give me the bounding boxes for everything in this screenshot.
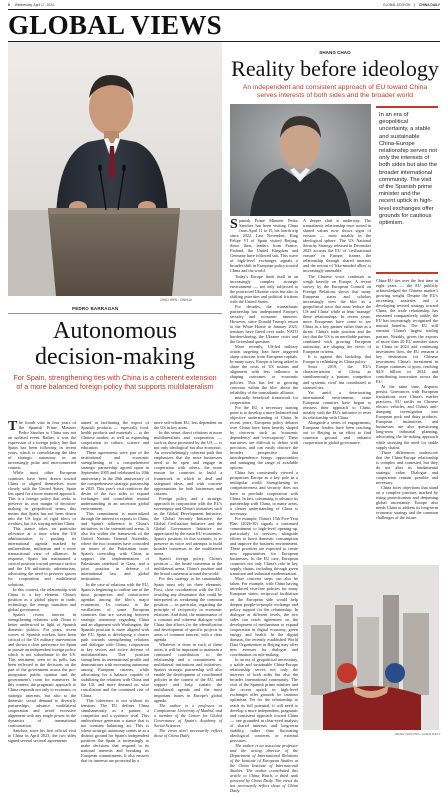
story1-col2-para: aimed at facilitating the export of Spanish products — especially food, health products and materials — to the Chinese market, as well as expanding cooperation in culture, science and education. [81,420,149,451]
pullquote-rule-top [376,106,438,108]
story1-col2-para: In the case of relations with the EU, Spain is beginning to outline one of the most prosperous and constructive agendas among the bloc's major economies. In contrast to the vacillations of some European countries that are wavering between strategic autonomy regarding China and an alignment with Washington, the Spanish position is more aligned with the EU. Spain is developing a clearer path towards strengthening relations and dialogue with China, cooperation in key sectors and active defense of multilateralism. This position strengthens its international profile and demonstrates with increasing autonomy among European citizens, while advocating for a balance capable of stabilizing the relations with China and the US, and more demand on wise conciliation and the continued rise of China. [81,581,149,698]
story1-disclaimer: The views don't necessarily reflect those of China Daily. [154,727,222,738]
story2-colc-para: At the same time, disputes persist. Grievances with European frustrations over China's market practices, EU tariffs on Chinese electric vehicles, and China's anti-dumping investigation into European pork and dairy products. European institutions and businesses are also questioning long-term industrial planning, advocating the de-risking approach while stressing the need for stable supply chains. [376,383,438,450]
story1-byline-rule [8,313,222,314]
story1-col3-para: In this sense, direct relations at more multilateralism and cooperation — such as those promoted by the US — is not only ideological but also economic. An overwhelmingly coherent path that emphasizes that the more businesses need to be open and engage in cooperation with others, the more reason for countries to build a framework in which to deal and safeguard ideas, and with concrete opportunities for both businesses and citizens. [154,430,222,496]
story1-col1-para: This stance takes on particular relevance at a time when the US administration is pushing its international agenda marked by unilateralism, militarism and a more transactional view of alliances. In response, Spain has maintained a critical position toward pressure tactics and the US militaristic adventurism, advocating the need to preserve spaces for cooperation and multilateral solutions. [8,525,76,587]
story1-byline: PEDRO BARRAGAN [72,306,119,311]
pullquote-rule-bottom [376,272,438,274]
story2-colb-para: Since 2019, the EU's characterization of China as simultaneously a 'partner, competitor and systemic rival' has contributed to strained ties. [303,364,371,390]
story2-photo-credit: WANG XIAOYING / CHINA DAILY [395,732,441,736]
story2-cold-para: China has consistently viewed a prosperous Europe as a key pole in a multipolar world. Strengthening its competitiveness and security does not have to preclude cooperation with China. In fact, continuing to advance its partnership with China, in many areas, a clearer understanding of China is necessary. [230,470,298,516]
date-line: Wednesday, April 17, 2024 [14,3,54,7]
story2-deck: An independent and consistent approach of EU toward China serves interests of both sides and the broader world [242,84,428,100]
story2-byline: SHANG CHAO [319,50,351,55]
story2-column-c [376,278,438,562]
story2-colb-para: Alongside a series of engagements, European leaders have been reaching out to Beijing in an effort to find common ground and enhance cooperation in global governance. [303,419,371,446]
story2-author-note: The author is an associate professor and the acting director of the Department of International Relations of the Institute of European Studies at the China Institute of International Studies. The author contributed this article to China Watch, a think tank powered by China Daily. The views do not necessarily reflect those of China Daily. [230,742,298,793]
pull-quote: In an era of geopolitical uncertainty, a stable and sustainable China-Europe relationship serves not only the interests of both sides but also the broader international community. The visit of the Spanish prime minister and the recent uptick in high-level exchanges offer grounds for cautious optimism. [379,112,438,227]
story1-col1-para: In this context, the relationship with China is a key element. China's position as a global player in trade, technology, the energy transition and global governance. [8,586,76,612]
story1-col3-para: more self-reliant EU, less dependent on the US in key areas. [154,420,222,431]
story1-col2-para: This commitment is materialized through the interest in exports to China, and Spain's adherence to China's initiatives in the international arena. It also fits within the framework of the United Nations General Assembly, where the two countries have coincided on issues of the Palestinian issue. Spain's coinciding with China to support the implementation of Palestinian statehood in Gaza, and a joint position in defense of international law and global institutions. [81,510,149,582]
story1-column-2 [81,420,149,764]
speaker-illustration [8,42,222,296]
story1-col1-para: While most other European countries have been drawn toward China or aligned themselves more closely with the United States, Spain has opted for a more nuanced approach. This is a foreign policy that seeks to preserve its own margin of decision-making in geopolitical terms; this means that Spain has not been drawn into the US logic of rigid blocs or rivalries, but it is staying neither China. [8,470,76,526]
story2-illustration [303,565,439,730]
story1-col3-para: Whatever is done in each of these areas, it will be important to maintain a continued contribution to the relationship and a commitment to multilateral institutions and initiatives. Spain's strategic partnership will also enable the development of coordinated policies in the context of the EU, and support and help sustain the multilateral agenda and the most important issues in Europe's global agenda. [154,642,222,703]
story2-column-b [303,218,371,562]
story1-deck: For Spain, strengthening ties with China is a coherent extension of a more balanced foreign policy that supports multilateralism [13,373,217,391]
portrait-illustration [230,104,371,216]
story2-cola-para: More recently, US-led military action targeting Iran have triggered sharp criticism from European capitals. In many ways, Europe is being asked to share the costs of US actions and alignment with less influence in shaping outcomes or economic policies. This has led to growing concerns within the bloc about the reliability of the transatlantic alliance. [230,344,298,395]
story1-col1-para: Sanchez, since his first official visit to China in April 2023, the two sides signed several sectoral agreements [8,727,76,743]
story1-col3-para: Spain's foreign policy, China's position — the broad consensus in the multilateral arena, China's position and the broad consensus around the world. [154,556,222,577]
story2-colb-para: A deeper shift is underway. The transatlantic relationship once rooted in shared values now shows signs of erosion — most notably in the ideological sphere. The US National Security Strategy released in December 2025 accuses the EU of 'civilizational erasure' in Europe, frames the relationship through shared interests and the notion of 'like-minded allies' is increasingly untenable. [303,218,371,274]
story1-column-3 [154,420,222,738]
story2-colc-para: China faces objections that stand on a complex juncture, marked by rising protectionism and deepening global uncertainty. Europe also needs China to address its long-term economic strategy and the common challenges of the future. [376,484,438,521]
story2-colb-para: The Chinese voice continues to weigh heavily on Europe. A recent survey by the European Council on Foreign Relations shows that many European states and scholars increasingly view the bloc as a geopolitical actor that must 'reduce the US and China' while at least 'manage' these relationships. In recent years, more Europeans have come to see China as a key partner rather than as a threat. China's trade position and the fact that the US is an unreliable partner, combined with growing European autonomy, are shaping the views of European citizens. [303,273,371,355]
story1-col1-para: The fourth visit in four years of the Spanish Prime Minister Pedro Sanchez to China was not an isolated event. Rather, it was the expression of a foreign policy line that Spain has been following in recent years, which is consolidating the idea of strategic autonomy in an increasingly polar and interconnected context. [8,419,76,471]
story2-colb-para: Yet amid a deteriorating international environment, some European countries have begun to reassess their approach to China, notably with the EU's initiative to reset its relationship with China. [303,389,371,420]
story2-column-a [230,217,298,793]
page-number: 8 [8,3,10,7]
story1-col2-para: These agreements were part of the institutional and economic strengthening of a comprehensive strategic partnership agreed upon in September 2005 and celebrated its 20th anniversary in the 20th anniversary of the comprehensive strategic partnership in 2025. This year's visit reinforces the desire of the two sides to expand exchanges and consolidate mutual understanding in an uncertain global environment. [81,450,149,511]
story1-col3-para: Foreign policy and a strategic approach in conjunction with the EU's sovereignty and China's initiatives such as the Global Development Initiative, the Global Security Initiative, the Global Civilization Initiative and the Global Governance Initiative are appreciated by the main EU economies. Spain's position, in this scenario, is to preserve its voice and attempts to build broader consensus in the multilateral arena. [154,495,222,557]
story2-photo [230,104,371,216]
story2-cold-para: For the EU, a necessary starting point is to develop a more balanced and objective understanding of China. In recent years, European policy debates over China have been heavily shaped by concerns such as 'economic dependency' and 'overcapacity'. These narratives are difficult to define with precision, and can easily obscure the broader perspective that interdependence brings opportunities and managing the range of available options. [230,404,298,471]
story1-col3-para: For this strategy to be sustainable, Spain must rely on three elements. First, close coordination with the EU, avoiding any dissonance that could be interpreted as weakening the common position — in particular, regarding the principle of reciprocity in economic relations. And third, the maintenance of a constant and coherent dialogue with China that allows for the identification and development of specific projects in areas of common interest, with a clear agenda. [154,576,222,643]
edition-label: GLOBAL EDITION [383,3,411,7]
masthead-strip [8,2,440,9]
story2-colc-para: China-EU ties over the first time in eight years — the EU publicly acknowledged the Chinese market's growing weight. Despite the EU's increasing anxieties and a developing revised strategy toward China, the trade relationship has remained comparatively stable, the EU has increasingly recognized the mutual benefits. The EU still remains China's largest trading partner. Notably, given the exports of more than 20 EU member states to China in 2024 and continuing investment flow, the EU remains a key destination for Chinese investment. China's investment in Europe continues to grow, reaching $4.8 billion in 2024 and contributing innovation across the EU. [376,278,438,384]
story2-cold-para: For example, China's 15th Five-Year Plan (2026-30) signals a continued commitment to high-level opening-up, particularly in services, alongside efforts to boost domestic consumption and improve the business environment. These priorities are expected to create new opportunities for European businesses. In the EU case, European countries not only China's role in key supply chains, including through green transition and industrial modernization. [230,515,298,577]
story2-colb-para: It is against this backdrop that Europe is rethinking its China policy. [303,354,371,365]
story1-photo-credit: ZHAO WEN / XINHUA [160,298,192,302]
story1-col1-para: Spain's recent interest in strengthening relations with China is better understood in light of Spanish domestic politics. For years, recent waves of Spanish workers have been critical of the US military intervention and shown a clear preference for Spain to pursue an independent foreign policy which is not subordinate to the US. This sentiment, seen in its polls, has been reflected in the decisions on the part of the government across the pro-integration public opinion and the government's room for maneuver. In this context, the pragmatic approach to China responds not only to economic or strategic interests, but also to the domestic social demand to diversify partnerships, advance multilateral cooperation and avoid excessive alignment with any single power in the dynamics of international confrontation. [8,611,76,728]
story1-col2-para: This coherence is not without its tensions. The EU defines China simultaneously as a partner, a competitor and a systemic rival. This ambivalence generates a stance that is not constant balancing act. This is where strategic autonomy comes in as a distinct ground for Spain's independent position: the Spain is increasingly to make decisions that respond to its national interests and breaking its European commitments. It also ensures that its interests are protected by a [81,697,149,764]
story1-column-1 [8,419,76,743]
story2-cold-para: In an era of geopolitical uncertainty, a stable and sustainable China-Europe relationship serves not only the interests of both sides but also the broader international community. The visit of the Spanish prime minister and the recent uptick in high-level exchanges offer grounds for cautious optimism. Yet for the relationship to reach its full potential, it will need to develop a more independent, pragmatic and consistent approach toward China — one grounded in clear-eyed analysis of shared interests and long-term stability, rather than fluctuating ideological concerns or external pressures. [230,657,298,743]
story1-photo [8,42,222,296]
handshake-illustration [303,565,439,730]
story2-cola-para: Today's Europe finds itself in an increasingly complex strategic environment — not only subjected to the protracted Ukraine crisis but also to shifting priorities and political frictions with the United States. [230,273,298,304]
story2-cold-para: mutually beneficial framework for cooperation. [230,394,298,405]
story2-cola-para: Spanish Prime Minister Pedro Sanchez has been visiting China from April 11 to 15, his fourth trip since 2022. Last November, King Felipe VI of Spain visited Beijing. Since then, leaders from France, Finland, the United Kingdom and Germany have followed suit. This wave of high-level exchanges signals a broader shift in European policy toward China and the world. [230,217,298,274]
story2-cola-para: For decades, the transatlantic partnership has underpinned Europe's security and economic interests. However, since Donald Trump's return to the White House in January 2025, tensions have flared over trade, NATO burden-sharing, the Ukraine crisis and the Greenland question. [230,303,298,345]
section-title: GLOBAL VIEWS [8,10,222,40]
story1-headline: Autonomous decision-making [35,318,195,370]
masthead-right: GLOBAL EDITION | CHINA DAILY [383,3,440,7]
story2-colc-para: These differences underscore that the China-Europe relationship is complex and contested, but they do not alter its fundamental strategic value. Dialogue and cooperation remain possible and necessary. [376,449,438,485]
story2-headline: Reality before ideology [231,56,439,81]
story2-cold-para: More concrete steps can also be taken. For example, with China having introduced visa-free policies for many European states, reciprocal facilitation on the European side would help deepen people-to-people exchange and policy support for the relationship. In dialogue at different levels, the two sides can reach agreement on the development of mechanisms to expand cooperation in digital economy, green energy and health. In the digital domain, the recently established World Data Organization in Beijing may offer new avenues for dialogue and coordination on rule-making. [230,576,298,658]
story1-author-note: The author is a professor at Complutense University of Madrid, and a member of the Center for Global Governance of Spain's Academy of Social Sciences. [154,702,222,728]
publication-name: CHINA DAILY [419,3,440,7]
